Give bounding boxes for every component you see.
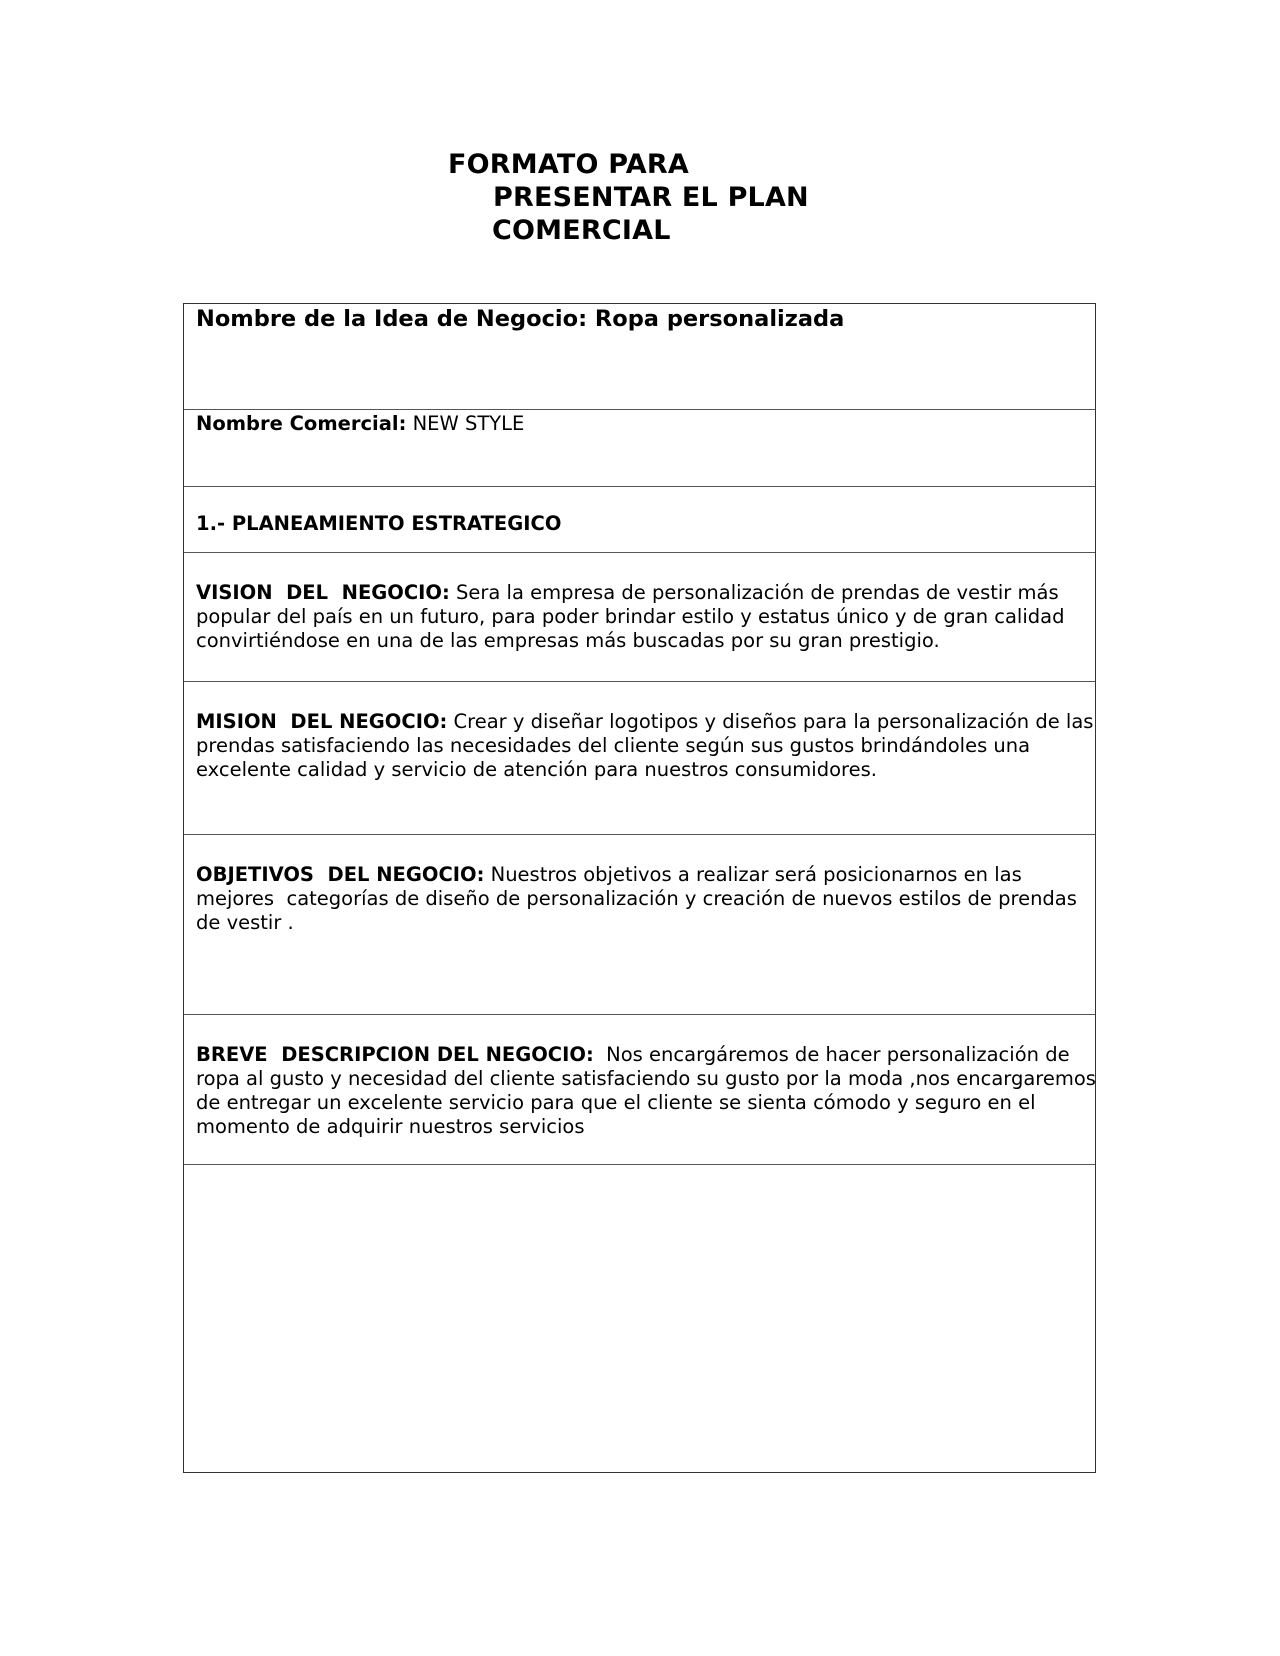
- row-mision: [184, 682, 1100, 835]
- row-business-idea: [184, 304, 1095, 410]
- descripcion-label: BREVE DESCRIPCION DEL NEGOCIO:: [196, 1043, 594, 1066]
- objetivos-label: OBJETIVOS DEL NEGOCIO:: [196, 863, 485, 886]
- plan-form-table: [183, 303, 1103, 1473]
- row-commercial-name: [184, 410, 1095, 487]
- business-idea-label: Nombre de la Idea de Negocio:: [196, 306, 588, 332]
- descripcion-text: [196, 1015, 1101, 1139]
- vision-label: VISION DEL NEGOCIO:: [196, 581, 450, 604]
- row-descripcion: [184, 1015, 1103, 1165]
- business-idea-value: Ropa personalizada: [587, 306, 845, 332]
- document-title-line-2: PRESENTAR EL PLAN: [493, 182, 809, 213]
- mision-value: Crear y diseñar logotipos y diseños para la personalización de las prendas satisfaciendo las necesidades del cliente según sus gustos brindándoles una excelente calidad y servicio de atención para nuestros consumidores.: [196, 710, 1100, 781]
- commercial-name-label: Nombre Comercial:: [196, 412, 407, 435]
- descripcion-value: Nos encargáremos de hacer personalización de ropa al gusto y necesidad del cliente satisfaciendo su gusto por la moda ,nos encargaremos de entregar un excelente servicio para que el cliente se sienta cómodo y seguro en el momento de adquirir nuestros servicios: [196, 1043, 1103, 1138]
- objetivos-value: Nuestros objetivos a realizar será posicionarnos en las mejores categorías de diseño de personalización y creación de nuevos estilos de prendas de vestir .: [196, 863, 1084, 934]
- commercial-name-value: NEW STYLE: [406, 412, 525, 435]
- business-idea-text: [196, 304, 1101, 333]
- vision-value: Sera la empresa de personalización de prendas de vestir más popular del país en un futuro, para poder brindar estilo y estatus único y de gran calidad convirtiéndose en una de las empresas más buscadas por su gran prestigio.: [196, 581, 1071, 652]
- row-vision: [184, 553, 1095, 682]
- objetivos-text: [196, 835, 1101, 935]
- mision-text: [196, 682, 1101, 782]
- document-title-line-3: COMERCIAL: [492, 215, 671, 246]
- vision-text: [196, 553, 1101, 653]
- row-objetivos: [184, 835, 1095, 1015]
- row-section-heading: [184, 487, 1095, 553]
- row-empty: [184, 1165, 1095, 1472]
- commercial-name-text: [196, 410, 1101, 436]
- document-title-line-1: FORMATO PARA: [448, 149, 689, 180]
- section-heading: 1.- PLANEAMIENTO ESTRATEGICO: [196, 512, 562, 535]
- mision-label: MISION DEL NEGOCIO:: [196, 710, 448, 733]
